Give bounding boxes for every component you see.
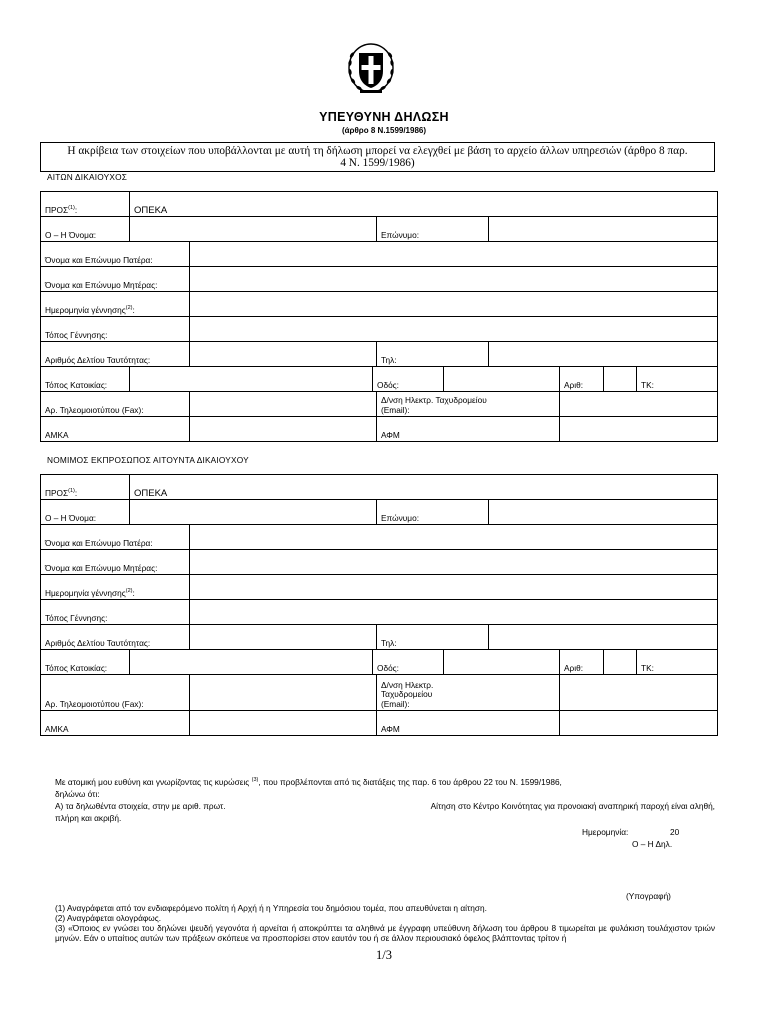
- birth-date-label: Ημερομηνία γέννησης$^{(2)}$:: [41, 292, 190, 317]
- number-label: Αριθ:: [560, 367, 604, 392]
- fax-field[interactable]: [190, 392, 377, 417]
- street-field[interactable]: [444, 650, 560, 675]
- street-label: Οδός:: [373, 367, 444, 392]
- form-row-fax-email: [41, 392, 718, 417]
- form-row-name: [41, 500, 718, 525]
- first-name-label: Ο – Η Όνομα:: [41, 500, 130, 525]
- father-name-field[interactable]: [190, 242, 718, 267]
- phone-field[interactable]: [489, 342, 718, 367]
- form-row-mother: [41, 550, 718, 575]
- mother-name-field[interactable]: [190, 267, 718, 292]
- postcode-label: ΤΚ:: [637, 650, 718, 675]
- mother-name-field[interactable]: [190, 550, 718, 575]
- to-label: ΠΡΟΣ$^{(1)}$:: [41, 192, 130, 217]
- email-label: Δ/νση Ηλεκτρ. Ταχυδρομείου (Email):: [377, 675, 560, 711]
- residence-label: Τόπος Κατοικίας:: [41, 650, 130, 675]
- to-label: ΠΡΟΣ$^{(1)}$:: [41, 475, 130, 500]
- footnotes: [55, 903, 715, 943]
- birth-date-field[interactable]: [190, 292, 718, 317]
- notice-line-2: 4 Ν. 1599/1986): [340, 157, 415, 169]
- father-name-label: Όνομα και Επώνυμο Πατέρα:: [41, 242, 190, 267]
- phone-field[interactable]: [489, 625, 718, 650]
- section-label-applicant: ΑΙΤΩΝ ΔΙΚΑΙΟΥΧΟΣ: [47, 172, 128, 182]
- declaration-item-a: Α) τα δηλωθέντα στοιχεία, στην με αριθ. πρωτ. Αίτηση στο Κέντρο Κοινότητας για προνοιακή αναπηρική παροχή είναι αληθή,: [55, 800, 715, 811]
- date-label: Ημερομηνία:: [582, 827, 629, 837]
- form-row-amka-afm: [41, 417, 718, 442]
- residence-field[interactable]: [130, 367, 373, 392]
- form-row-birth-place: [41, 600, 718, 625]
- to-value: ΟΠΕΚΑ: [130, 475, 718, 500]
- form-row-amka-afm: [41, 711, 718, 736]
- birth-date-label: Ημερομηνία γέννησης$^{(2)}$:: [41, 575, 190, 600]
- first-name-field[interactable]: [130, 217, 377, 242]
- birth-place-label: Τόπος Γέννησης:: [41, 600, 190, 625]
- first-name-field[interactable]: [130, 500, 377, 525]
- afm-field[interactable]: [560, 711, 718, 736]
- email-label: Δ/νση Ηλεκτρ. Ταχυδρομείου (Email):: [377, 392, 560, 417]
- email-field[interactable]: [560, 392, 718, 417]
- number-field[interactable]: [604, 650, 637, 675]
- document-title: ΥΠΕΥΘΥΝΗ ΔΗΛΩΣΗ: [319, 110, 449, 124]
- date-year-prefix: 20: [670, 827, 680, 837]
- form-row-residence: [41, 650, 718, 675]
- number-field[interactable]: [604, 367, 637, 392]
- declarant-label: Ο – Η Δηλ.: [632, 839, 673, 849]
- surname-field[interactable]: [489, 500, 718, 525]
- birth-place-label: Τόπος Γέννησης:: [41, 317, 190, 342]
- form-row-birth-place: [41, 317, 718, 342]
- form-row-mother: [41, 267, 718, 292]
- footnote-1: (1) Αναγράφεται από τον ενδιαφερόμενο πολίτη ή Αρχή ή η Υπηρεσία του δημόσιου τομέα, που απευθύνεται η αίτηση.: [55, 903, 487, 913]
- birth-place-field[interactable]: [190, 600, 718, 625]
- residence-label: Τόπος Κατοικίας:: [41, 367, 130, 392]
- residence-field[interactable]: [130, 650, 373, 675]
- amka-field[interactable]: [190, 711, 377, 736]
- afm-label: ΑΦΜ: [377, 417, 560, 442]
- mother-name-label: Όνομα και Επώνυμο Μητέρας:: [41, 550, 190, 575]
- form-row-father: [41, 242, 718, 267]
- amka-label: ΑΜΚΑ: [41, 711, 190, 736]
- form-row-id: [41, 625, 718, 650]
- id-number-label: Αριθμός Δελτίου Ταυτότητας:: [41, 625, 190, 650]
- form-row-birth-date: [41, 575, 718, 600]
- fax-label: Αρ. Τηλεομοιοτύπου (Fax):: [41, 675, 190, 711]
- notice-line-1: Η ακρίβεια των στοιχείων που υποβάλλονται με αυτή τη δήλωση μπορεί να ελεγχθεί με βάση το αρχείο άλλων υπηρεσιών (άρθρο 8 παρ.: [67, 145, 688, 157]
- declaration-text: [55, 774, 715, 824]
- signature-label: (Υπογραφή): [626, 891, 671, 901]
- fax-label: Αρ. Τηλεομοιοτύπου (Fax):: [41, 392, 190, 417]
- id-number-field[interactable]: [190, 342, 377, 367]
- document-subtitle: (άρθρο 8 Ν.1599/1986): [341, 126, 427, 135]
- phone-label: Τηλ:: [377, 625, 489, 650]
- street-field[interactable]: [444, 367, 560, 392]
- form-row-name: [41, 217, 718, 242]
- phone-label: Τηλ:: [377, 342, 489, 367]
- birth-place-field[interactable]: [190, 317, 718, 342]
- number-label: Αριθ:: [560, 650, 604, 675]
- greek-state-emblem-icon: [346, 41, 396, 97]
- fax-field[interactable]: [190, 675, 377, 711]
- mother-name-label: Όνομα και Επώνυμο Μητέρας:: [41, 267, 190, 292]
- amka-label: ΑΜΚΑ: [41, 417, 190, 442]
- form-row-residence: [41, 367, 718, 392]
- surname-field[interactable]: [489, 217, 718, 242]
- declaration-intro: Με ατομική μου ευθύνη και γνωρίζοντας τις κυρώσεις $^{(3)}$, που προβλέπονται από τις διατάξεις της παρ. 6 του άρθρου 22 του Ν. 1599/1986,: [55, 776, 562, 787]
- section-label-representative: ΝΟΜΙΜΟΣ ΕΚΠΡΟΣΩΠΟΣ ΑΙΤΟΥΝΤΑ ΔΙΚΑΙΟΥΧΟΥ: [47, 455, 249, 465]
- surname-label: Επώνυμο:: [377, 500, 489, 525]
- first-name-label: Ο – Η Όνομα:: [41, 217, 130, 242]
- declaration-declare: δηλώνω ότι:: [55, 788, 100, 799]
- id-number-label: Αριθμός Δελτίου Ταυτότητας:: [41, 342, 190, 367]
- birth-date-field[interactable]: [190, 575, 718, 600]
- street-label: Οδός:: [373, 650, 444, 675]
- representative-form-table: [40, 474, 718, 736]
- footnote-3: (3) «Όποιος εν γνώσει του δηλώνει ψευδή γεγονότα ή αρνείται ή αποκρύπτει τα αληθινά με έγγραφη υπεύθυνη δήλωση του άρθρου 8 τιμωρείται με φυλάκιση τουλάχιστον τριών μηνών. Εάν ο υπαίτιος αυτών των πράξεων σκόπευε να προσπορίσει στον εαυτόν του ή σε άλλον περιουσιακό όφελος βλάπτοντας τρίτον ή: [55, 923, 715, 943]
- form-row-father: [41, 525, 718, 550]
- form-row-fax-email: [41, 675, 718, 711]
- applicant-form-table: [40, 191, 718, 442]
- form-row-to: [41, 192, 718, 217]
- verification-notice: [40, 142, 715, 172]
- footnote-2: (2) Αναγράφεται ολογράφως.: [55, 913, 162, 923]
- page-number: 1/3: [376, 948, 392, 962]
- to-value: ΟΠΕΚΑ: [130, 192, 718, 217]
- form-row-id: [41, 342, 718, 367]
- id-number-field[interactable]: [190, 625, 377, 650]
- email-field[interactable]: [560, 675, 718, 711]
- surname-label: Επώνυμο:: [377, 217, 489, 242]
- afm-label: ΑΦΜ: [377, 711, 560, 736]
- declaration-item-a-continued: πλήρη και ακριβή.: [55, 812, 122, 823]
- father-name-field[interactable]: [190, 525, 718, 550]
- form-row-birth-date: [41, 292, 718, 317]
- father-name-label: Όνομα και Επώνυμο Πατέρα:: [41, 525, 190, 550]
- form-row-to: [41, 475, 718, 500]
- postcode-label: ΤΚ:: [637, 367, 718, 392]
- afm-field[interactable]: [560, 417, 718, 442]
- amka-field[interactable]: [190, 417, 377, 442]
